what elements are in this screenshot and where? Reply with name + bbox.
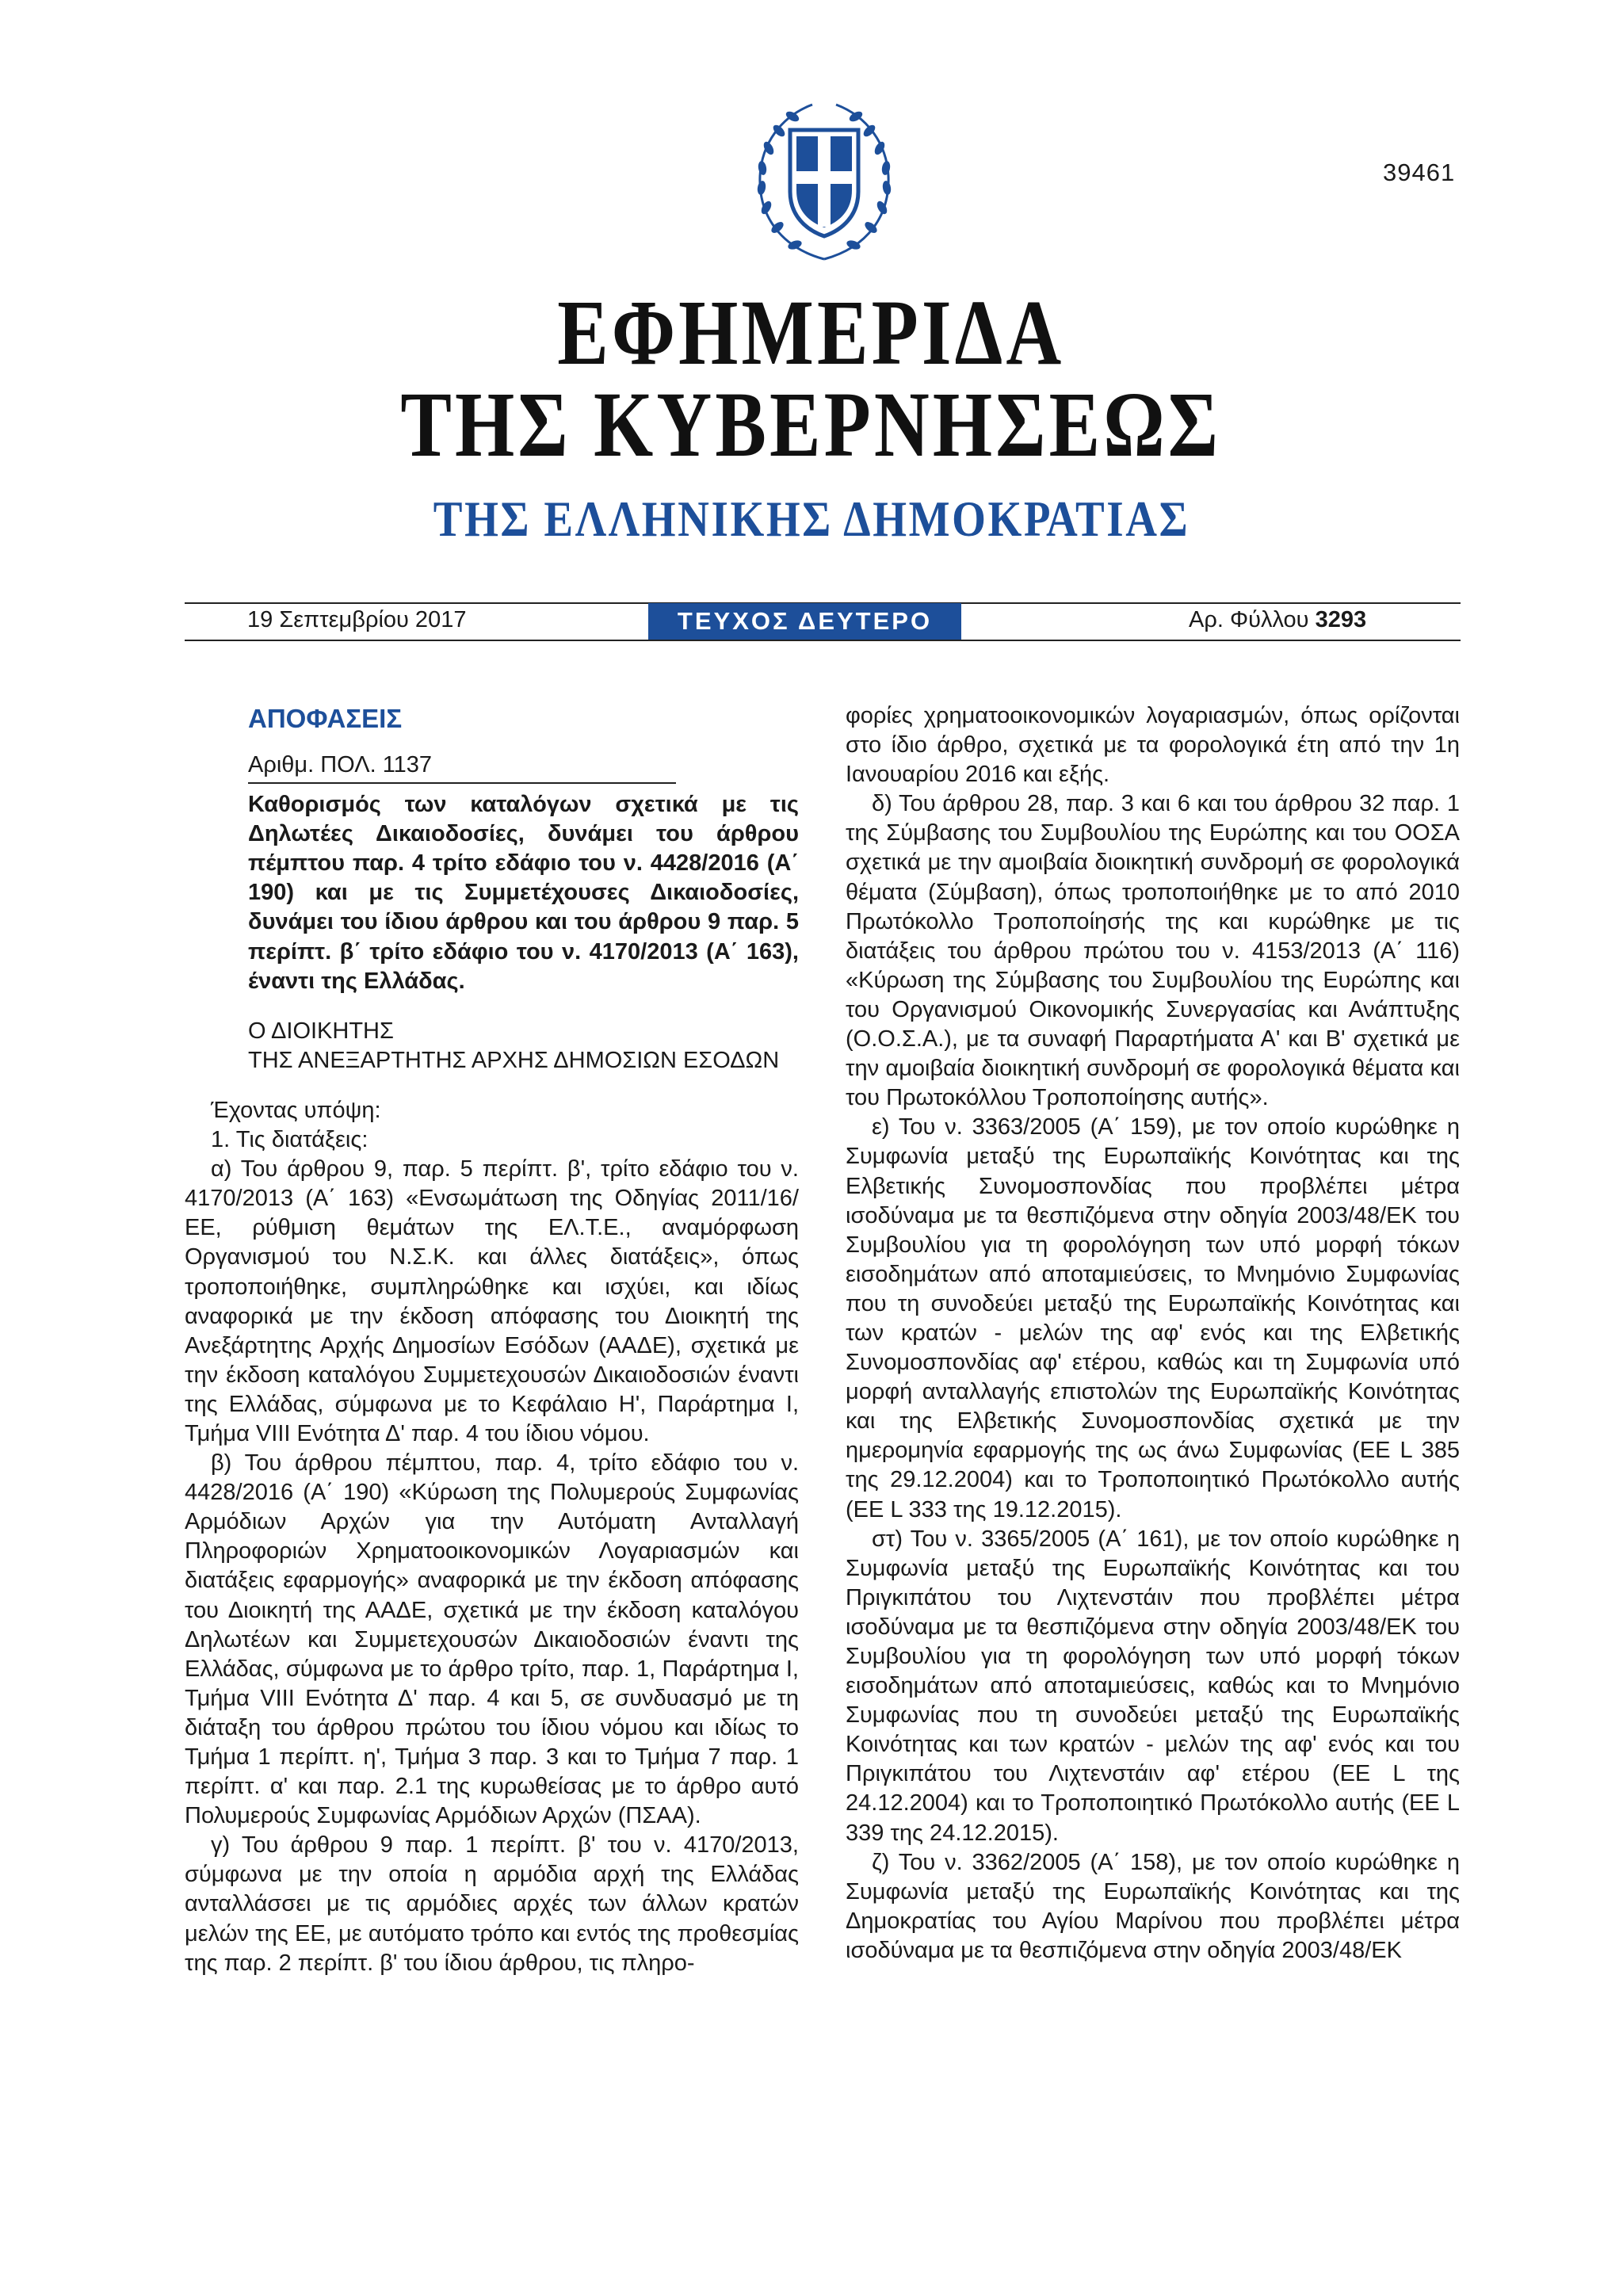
paragraph-f: στ) Του ν. 3365/2005 (Α΄ 161), με τον οποίο κυρώθηκε η Συμφωνία μεταξύ της Ευρωπαϊκής Κοινότητας και του Πριγκιπάτου του Λιχτενστάιν που προβλέπει μέτρα ισοδύναμα με τα θεσπιζόμενα στην οδηγία 2003/48/ΕΚ του Συμβουλίου για τη φορολόγηση των υπό μορφή τόκων εισοδημάτων από αποταμιεύσεις, καθώς και το Μνημόνιο Συμφωνίας που τη συνοδεύει μεταξύ της Ευρωπαϊκής Κοινότητας και των κρατών - μελών της αφ' ενός και του Πριγκιπάτου του Λιχτενστάιν αφ' ετέρου (ΕΕ L της 24.12.2004) και το Τροποποιητικό Πρωτόκολλο αυτής (ΕΕ L 339 της 24.12.2015). xyxy=(846,1526,1460,1846)
page-number: 39461 xyxy=(1383,159,1456,186)
issue-series-badge: ΤΕΥΧΟΣ ΔΕΥΤΕΡΟ xyxy=(648,603,961,640)
authority-name: ΤΗΣ ΑΝΕΞΑΡΤΗΤΗΣ ΑΡΧΗΣ ΔΗΜΟΣΙΩΝ ΕΣΟΔΩΝ xyxy=(248,1047,780,1073)
decision-title: Καθορισμός των καταλόγων σχετικά με τις Δηλωτέες Δικαιοδοσίες, δυνάμει του άρθρου πέμπτου παρ. 4 τρίτο εδάφιο του ν. 4428/2016 (Α΄ 190) και με τις Συμμετέχουσες Δικαιοδοσίες, δυνάμει του ίδιου άρθρου και του άρθρου 9 παρ. 5 περίπτ. β΄ τρίτο εδάφιο του ν. 4170/2013 (Α΄ 163), έναντι της Ελλάδας. xyxy=(248,792,799,994)
left-column xyxy=(185,701,799,1978)
masthead-subtitle: ΤΗΣ ΕΛΛΗΝΙΚΗΣ ΔΗΜΟΚΡΑΤΙΑΣ xyxy=(433,491,1190,547)
paragraph-g: ζ) Του ν. 3362/2005 (Α΄ 158), με τον οποίο κυρώθηκε η Συμφωνία μεταξύ της Ευρωπαϊκής Κοινότητας και της Δημοκρατίας του Αγίου Μαρίνου που προβλέπει μέτρα ισοδύναμα με τα θεσπιζόμενα στην οδηγία 2003/48/ΕΚ xyxy=(846,1849,1460,1963)
header-rule-bottom xyxy=(185,640,1461,641)
masthead-title-line2: ΤΗΣ ΚΥΒΕΡΝΗΣΕΩΣ xyxy=(400,372,1222,476)
paragraph-c: γ) Του άρθρου 9 παρ. 1 περίπτ. β' του ν. 4170/2013, σύμφωνα με την οποία η αρμόδια αρχή της Ελλάδας ανταλλάσσει με τις αρμόδιες αρχές των άλλων κρατών μελών της ΕΕ, με αυτόματο τρόπο και εντός της προθεσμίας της παρ. 2 περίπτ. β' του ίδιου άρθρου, τις πληρο- xyxy=(185,1832,799,1976)
decision-number-block xyxy=(248,751,676,784)
decision-number: Αριθμ. ΠΟΛ. 1137 xyxy=(248,752,433,777)
greek-coat-of-arms-icon xyxy=(749,89,899,266)
sheet-number xyxy=(1189,607,1366,633)
paragraph-a: α) Του άρθρου 9, παρ. 5 περίπτ. β', τρίτο εδάφιο του ν. 4170/2013 (Α΄ 163) «Ενσωμάτωση της Οδηγίας 2011/16/ΕΕ, ρύθμιση θεμάτων της ΕΛ.Τ.Ε., αναμόρφωση Οργανισμού του Ν.Σ.Κ. και άλλες διατάξεις», όπως τροποποιήθηκε, συμπληρώθηκε και ισχύει, και ιδίως αναφορικά με την έκδοση απόφασης του Διοικητή της Ανεξάρτητης Αρχής Δημοσίων Εσόδων (ΑΑΔΕ), σχετικά με την έκδοση καταλόγου Συμμετεχουσών Δικαιοδοσιών έναντι της Ελλάδας, σύμφωνα με το Κεφάλαιο Η', Παράρτημα Ι, Τμήμα VIII Ενότητα Δ' παρ. 4 του ίδιου νόμου. xyxy=(185,1156,799,1446)
right-column xyxy=(846,701,1460,1966)
having-regard: Έχοντας υπόψη: xyxy=(211,1097,381,1123)
paragraph-d: δ) Του άρθρου 28, παρ. 3 και 6 και του άρθρου 32 παρ. 1 της Σύμβασης του Συμβουλίου της Ευρώπης και του ΟΟΣΑ σχετικά με την αμοιβαία διοικητική συνδρομή σε φορολογικά θέματα (Σύμβαση), όπως τροποποιήθηκε με το από 2010 Πρωτόκολλο Τροποποίησής της και κυρώθηκε με τις διατάξεις του άρθρου πρώτου του ν. 4153/2013 (Α΄ 116) «Κύρωση της Σύμβασης του Συμβουλίου της Ευρώπης και του Οργανισμού Οικονομικής Συνεργασίας και Ανάπτυξης (Ο.Ο.Σ.Α.), με τα συναφή Παραρτήματα Α' και Β' σχετικά με την αμοιβαία διοικητική συνδρομή σε φορολογικά θέματα και του Πρωτοκόλλου Τροποποίησης αυτής». xyxy=(846,791,1460,1111)
item-1: 1. Τις διατάξεις: xyxy=(211,1127,369,1153)
paragraph-b: β) Του άρθρου πέμπτου, παρ. 4, τρίτο εδάφιο του ν. 4428/2016 (Α΄ 190) «Κύρωση της Πολυμερούς Συμφωνίας Αρμόδιων Αρχών για την Αυτόματη Ανταλλαγή Πληροφοριών Χρηματοοικονομικών Λογαριασμών και διατάξεις εφαρμογής» αναφορικά με την έκδοση απόφασης του Διοικητή της ΑΑΔΕ, σχετικά με την έκδοση καταλόγου Δηλωτέων και Συμμετεχουσών Δικαιοδοσιών έναντι της Ελλάδας, σύμφωνα με το άρθρο τρίτο, παρ. 1, Παράρτημα Ι, Τμήμα VIII Ενότητα Δ' παρ. 4 και 5, σε συνδυασμό με τη διάταξη του άρθρου πρώτου του ίδιου νόμου και ιδίως το Τμήμα 1 περίπτ. η', Τμήμα 3 παρ. 3 και το Τμήμα 7 παρ. 1 περίπτ. α' και παρ. 2.1 της κυρωθείσας με το άρθρο αυτό Πολυμερούς Συμφωνίας Αρμόδιων Αρχών (ΠΣΑΑ). xyxy=(185,1450,799,1829)
paragraph-e: ε) Του ν. 3363/2005 (Α΄ 159), με τον οποίο κυρώθηκε η Συμφωνία μεταξύ της Ευρωπαϊκής Κοινότητας και της Ελβετικής Συνομοσπονδίας που προβλέπει μέτρα ισοδύναμα με τα θεσπιζόμενα στην οδηγία 2003/48/ΕΚ του Συμβουλίου για τη φορολόγηση των υπό μορφή τόκων εισοδημάτων από αποταμιεύσεις, το Μνημόνιο Συμφωνίας που τη συνοδεύει μεταξύ της Ευρωπαϊκής Κοινότητας και των κρατών - μελών της αφ' ενός και της Ελβετικής Συνομοσπονδίας αφ' ετέρου, καθώς και τη Συμφωνία υπό μορφή ανταλλαγής επιστολών της Ευρωπαϊκής Κοινότητας και της Ελβετικής Συνομοσπονδίας σχετικά με την ημερομηνία εφαρμογής της ως άνω Συμφωνίας (ΕΕ L 385 της 29.12.2004) και το Τροποποιητικό Πρωτόκολλο αυτής (ΕΕ L 333 της 19.12.2015). xyxy=(846,1114,1460,1522)
sheet-number-label: Αρ. Φύλλου xyxy=(1189,607,1309,632)
section-title: ΑΠΟΦΑΣΕΙΣ xyxy=(248,704,403,733)
paragraph-c-continued: φορίες χρηματοοικονομικών λογαριασμών, όπως ορίζονται στο ίδιο άρθρο, σχετικά με τα φορολογικά έτη από την 1η Ιανουαρίου 2016 και εξής. xyxy=(846,703,1460,788)
authority-title: Ο ΔΙΟΙΚΗΤΗΣ xyxy=(248,1018,394,1044)
masthead-title-line1: ΕΦΗΜΕΡΙΔΑ xyxy=(557,281,1065,384)
issue-date: 19 Σεπτεμβρίου 2017 xyxy=(247,607,467,632)
sheet-number-value: 3293 xyxy=(1315,607,1367,632)
